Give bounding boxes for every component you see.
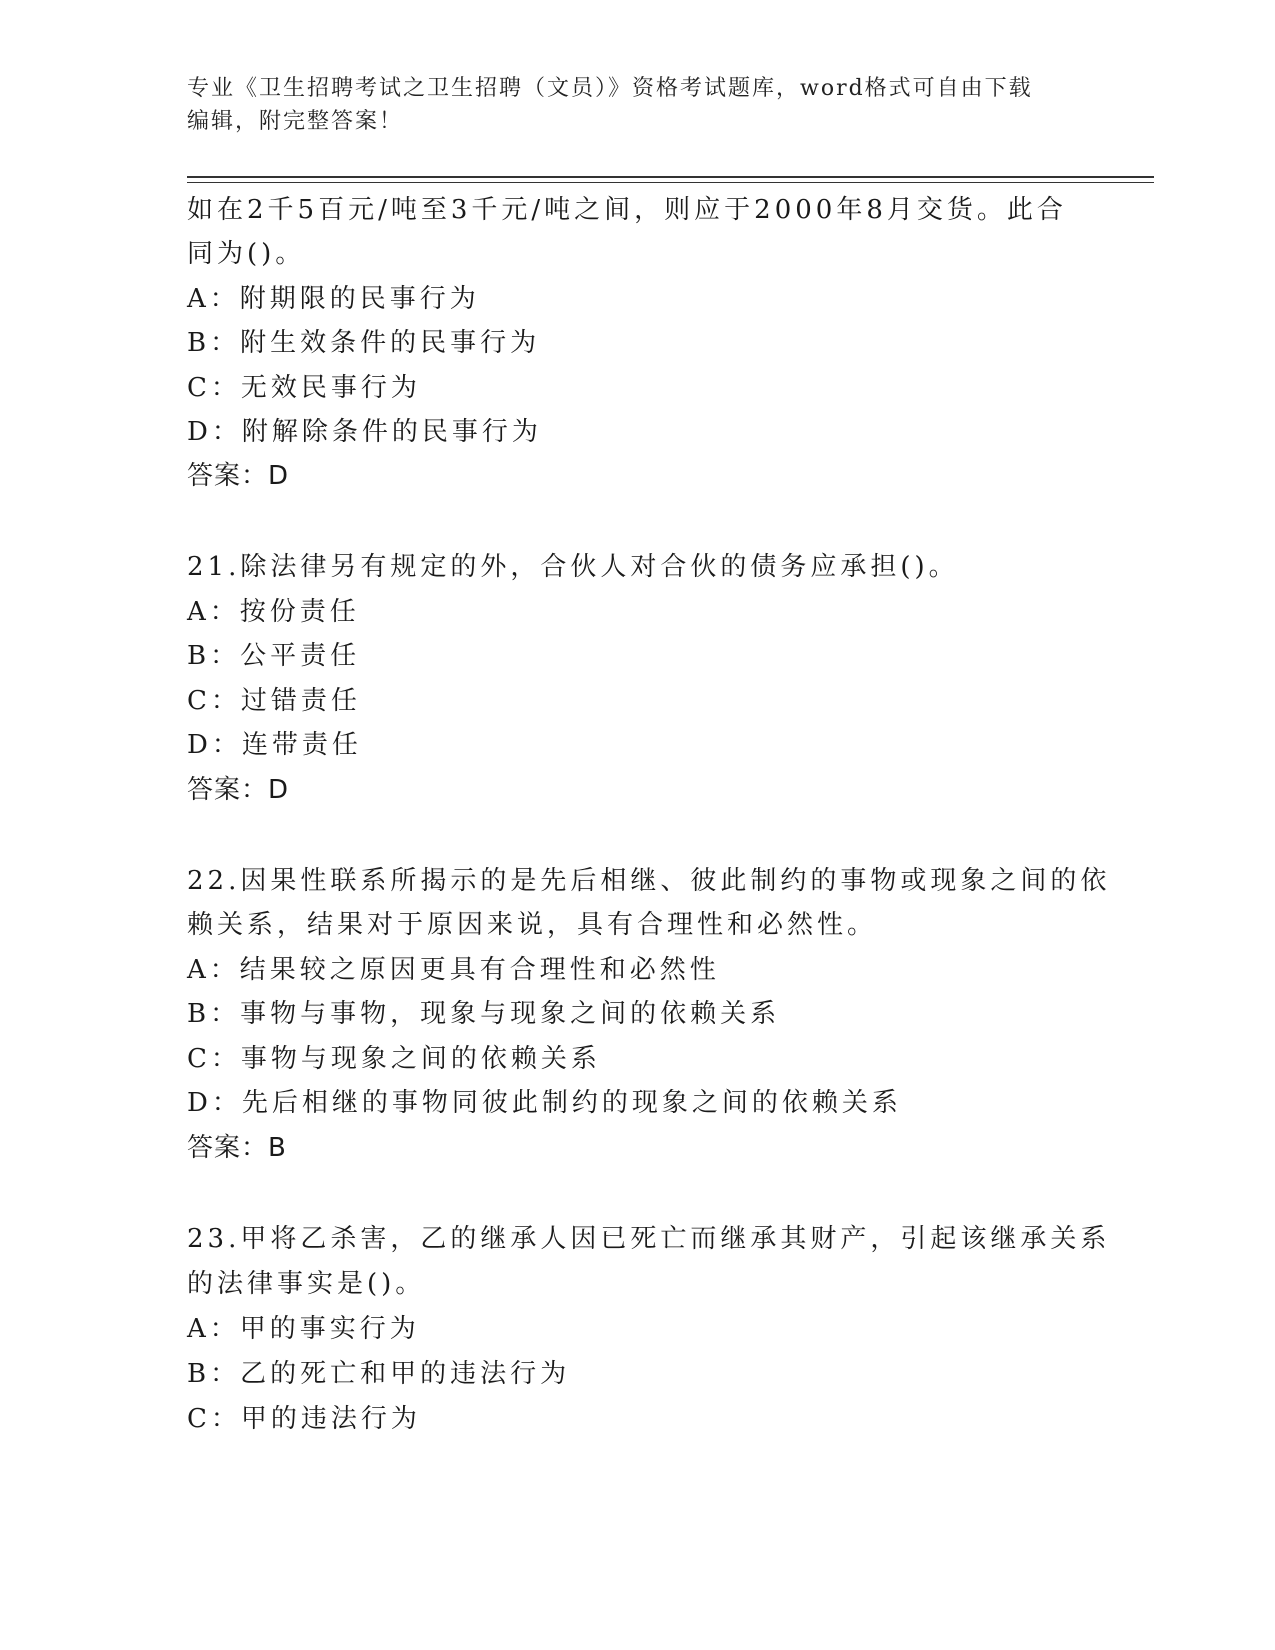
option-a: A：附期限的民事行为 (187, 284, 480, 314)
answer-label: 答案：D (187, 461, 290, 491)
option-c: C：无效民事行为 (187, 373, 421, 403)
option-d: D：先后相继的事物同彼此制约的现象之间的依赖关系 (187, 1088, 902, 1118)
header-line-1: 专业《卫生招聘考试之卫生招聘（文员）》资格考试题库，word格式可自由下载 (187, 76, 1033, 101)
option-c: C：事物与现象之间的依赖关系 (187, 1044, 601, 1074)
question-stem-line: 21.除法律另有规定的外，合伙人对合伙的债务应承担()。 (187, 552, 959, 582)
question-stem-line: 同为()。 (187, 239, 306, 269)
question-stem-line: 的法律事实是()。 (187, 1269, 426, 1299)
answer-label: 答案：D (187, 775, 290, 805)
header-divider-thick (187, 176, 1154, 178)
option-b: B：附生效条件的民事行为 (187, 328, 541, 358)
option-b: B：公平责任 (187, 641, 361, 671)
header-line-2: 编辑，附完整答案！ (187, 109, 404, 134)
question-stem-line: 22.因果性联系所揭示的是先后相继、彼此制约的事物或现象之间的依 (187, 866, 1111, 896)
question-stem-line: 赖关系，结果对于原因来说，具有合理性和必然性。 (187, 910, 878, 940)
question-stem-line: 23.甲将乙杀害，乙的继承人因已死亡而继承其财产，引起该继承关系 (187, 1224, 1111, 1254)
option-d: D：连带责任 (187, 730, 362, 760)
question-stem-line: 如在2千5百元/吨至3千元/吨之间，则应于2000年8月交货。此合 (187, 195, 1067, 225)
answer-label: 答案：B (187, 1133, 287, 1163)
option-a: A：结果较之原因更具有合理性和必然性 (187, 955, 720, 985)
option-c: C：甲的违法行为 (187, 1404, 421, 1434)
option-a: A：甲的事实行为 (187, 1314, 420, 1344)
option-b: B：乙的死亡和甲的违法行为 (187, 1359, 571, 1389)
option-c: C：过错责任 (187, 686, 361, 716)
header-divider-thin (187, 182, 1154, 183)
option-d: D：附解除条件的民事行为 (187, 417, 542, 447)
document-header (187, 72, 1067, 138)
option-a: A：按份责任 (187, 597, 360, 627)
option-b: B：事物与事物，现象与现象之间的依赖关系 (187, 999, 781, 1029)
